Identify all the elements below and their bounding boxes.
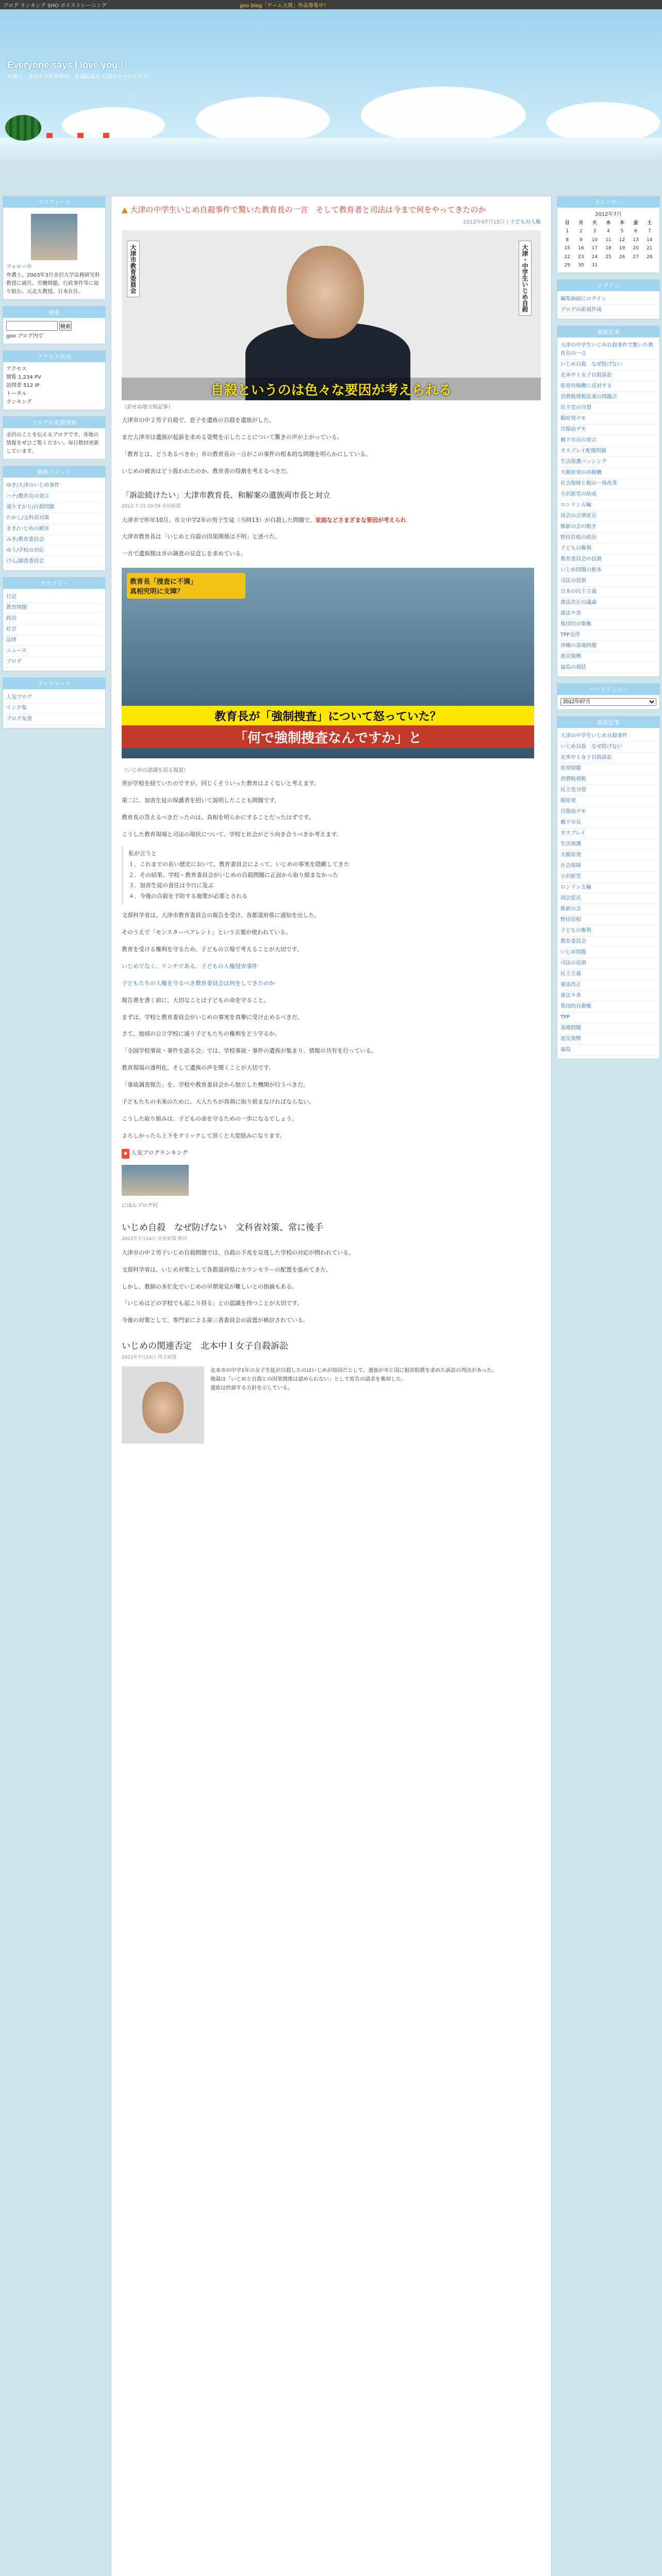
photo-label: 大津・中学生いじめ自殺 — [519, 241, 532, 316]
latest-list — [557, 337, 659, 676]
latest-article-link[interactable]: 子どもの権利 — [560, 544, 656, 554]
article-paragraph — [111, 512, 551, 529]
calendar-day[interactable]: 28 — [646, 254, 653, 260]
calendar-day[interactable]: 16 — [578, 246, 584, 251]
calendar-day-head: 月 — [578, 221, 584, 226]
calendar-day[interactable] — [642, 261, 656, 269]
calendar-day[interactable]: 29 — [564, 262, 570, 268]
recent-article-link[interactable]: 生活保護 — [560, 839, 656, 850]
login-link[interactable]: 編集画面にログイン — [560, 294, 656, 305]
access-box — [3, 350, 106, 410]
cloud-decoration — [196, 97, 330, 143]
main-content — [111, 196, 552, 2576]
top-bar — [0, 0, 662, 9]
recommend-heading: 最新記事 — [557, 717, 659, 728]
calendar-day[interactable]: 9 — [579, 237, 583, 243]
latest-article-link[interactable]: 生活保護バッシング — [560, 457, 656, 468]
latest-article-link[interactable]: 大津の中学生いじめ自殺事件で驚いた教育長の一言 — [560, 341, 656, 360]
recent-article-link[interactable]: 維新の会 — [560, 904, 656, 915]
photo-figure — [287, 246, 364, 338]
calendar-day[interactable]: 27 — [633, 254, 639, 260]
tv-caption-band: 教育長が「強制捜査」について怒っていた？ — [122, 706, 534, 725]
latest-article-link[interactable]: 大飯原発の再稼働 — [560, 468, 656, 479]
blog-title[interactable]: Everyone says I love you ! — [7, 60, 124, 70]
avatar[interactable] — [31, 214, 77, 260]
calendar-day-head: 火 — [592, 221, 597, 226]
article-paragraph: 「いじめはどの学校でも起こり得る」との認識を持つことが大切です。 — [122, 1300, 303, 1307]
latest-article-link[interactable]: 原発再稼働に反対する — [560, 381, 656, 392]
recent-article-link[interactable]: 子どもの権利 — [560, 926, 656, 937]
tv-caption-band: 「何で強制捜査なんですか」と — [122, 725, 534, 748]
article-paragraph: いじめの被害はどう扱われたのか、教育者の役割を考えるべきだ。 — [122, 467, 292, 474]
new-blog-link[interactable]: ブログの新規作成 — [560, 305, 656, 316]
ranking-link-text[interactable]: 人気ブログランキング — [131, 1149, 188, 1156]
recent-article-link[interactable]: オスプレイ — [560, 828, 656, 839]
calendar-day[interactable]: 20 — [633, 246, 639, 251]
bookmark-box — [3, 677, 106, 728]
calendar-day[interactable]: 8 — [566, 237, 569, 243]
calendar-day-head: 水 — [606, 221, 611, 226]
right-sidebar — [557, 196, 660, 1065]
access-row — [6, 390, 102, 398]
latest-article-link[interactable]: 憲法改正の議論 — [560, 598, 656, 608]
access-label: 閲覧 — [6, 375, 16, 380]
latest-article-link[interactable]: 維新の会の動き — [560, 522, 656, 533]
comment-link[interactable]: たかし/文科省対策 — [6, 513, 102, 524]
recent-article-link[interactable]: 福島 — [560, 1045, 656, 1056]
recent-article-link[interactable]: 小沢新党 — [560, 872, 656, 883]
calendar-day[interactable]: 26 — [619, 254, 625, 260]
blog-subtitle: 弁護士・金沢大学名誉教授・参議院議員 打越あかりのブログ — [7, 74, 148, 80]
article-paragraph: さて、地域の公立学校に通う子どもたちの権利をどう守るか。 — [122, 1030, 280, 1038]
recent-article-link[interactable]: 国会延長 — [560, 893, 656, 904]
login-box — [557, 279, 660, 319]
archive-select[interactable] — [560, 698, 656, 706]
category-link[interactable]: 教育問題 — [6, 603, 102, 614]
article-paragraph — [111, 975, 551, 992]
related-link[interactable]: 子どもたちの人権を守るべき教育委員会は何をしてきたのか — [122, 979, 275, 987]
calendar-day[interactable] — [602, 261, 616, 269]
tv-sign-line: 教育長「捜査に不満」 — [130, 578, 197, 586]
section-meta: 2012年7月14日 産経新聞 朝刊 — [122, 1236, 187, 1242]
latest-article-link[interactable]: 福島の現状 — [560, 663, 656, 673]
header-ground — [0, 138, 662, 164]
access-value: 1,234 PV — [18, 375, 41, 380]
comment-link[interactable]: けん/調査委員会 — [6, 556, 102, 567]
recent-article-link[interactable]: 集団的自衛権 — [560, 1002, 656, 1012]
article-paragraph: こうした教育現場と司法の現状について、学校と社会がどう向き合うべきか考えます。 — [122, 831, 342, 838]
latest-article-link[interactable]: 日本の民主主義 — [560, 587, 656, 598]
article-paragraph: 大津市の中２男子いじめ自殺問題では、自殺の予兆を見逃した学校の対応が問われている。 — [122, 1249, 354, 1256]
recent-article-link[interactable]: 社会保障 — [560, 861, 656, 872]
calendar-day[interactable]: 3 — [593, 229, 597, 234]
ranking-badge-icon: ◆ — [122, 1149, 129, 1159]
news-paragraph: 北本市の中学1年の女子生徒が自殺したのはいじめが原因だとして、遺族が市と国に損害賠償を求めた訴訟の判決があった。 — [210, 1368, 498, 1374]
profile-heading: プロフィール — [3, 196, 105, 208]
article-paragraph: しかし、教師の多忙化でいじめの早期発見が難しいとの指摘もある。 — [122, 1283, 297, 1290]
calendar-day-head: 木 — [620, 221, 625, 226]
calendar-day[interactable]: 21 — [646, 246, 653, 251]
category-heading: カテゴリー — [3, 578, 105, 589]
calendar-day[interactable]: 11 — [605, 237, 611, 243]
comment-link[interactable]: 通りすがり/自殺問題 — [6, 502, 102, 513]
watermelon-slice-icon — [77, 133, 84, 138]
recommend-list — [557, 728, 659, 1059]
ranking-banner-caption[interactable]: にほんブログ村 — [122, 1202, 158, 1209]
archive-box — [557, 683, 660, 710]
article-title[interactable] — [111, 196, 551, 217]
quote-intro: 私が言うと — [128, 850, 157, 857]
access-row — [6, 374, 102, 382]
recent-comments-box — [3, 466, 106, 571]
news-photo — [122, 1366, 204, 1444]
section-meta: 2012年7月14日 埼玉新聞 — [122, 1355, 176, 1361]
news-paragraph: 地裁は「いじめと自殺との因果関係は認められない」として原告の請求を棄却した。 — [210, 1377, 406, 1383]
article-paragraph: 「事故調査報告」を、学校や教育委員会から独立した機関が行うべきだ。 — [122, 1081, 309, 1089]
latest-article-link[interactable]: 集団的自衛権 — [560, 619, 656, 630]
calendar-day[interactable]: 24 — [591, 254, 598, 260]
calendar-day[interactable]: 18 — [605, 246, 611, 251]
archive-heading: バックナンバー — [557, 684, 659, 695]
search-button[interactable]: 検索 — [59, 321, 72, 331]
recent-article-link[interactable]: いじめ問題 — [560, 947, 656, 958]
highlight-text: 家庭などさまざまな要因が考えられ — [315, 516, 406, 523]
latest-article-link[interactable]: TPP交渉 — [560, 630, 656, 641]
section-title: いじめの関連否定 北本中１女子自殺訴訟 — [122, 1341, 288, 1352]
quoted-article-title: 「訴訟続けたい」大津市教育長、和解案の遺族両市長と対立 — [122, 490, 331, 500]
access-label: ランキング — [6, 399, 32, 405]
cloud-decoration — [547, 102, 660, 143]
article-paragraph: こうした取り組みは、子どもの命を守るための一歩になるでしょう。 — [122, 1115, 297, 1122]
latest-article-link[interactable]: いじめ自殺 なぜ防げない — [560, 360, 656, 370]
article-date: 2012年07月15日 — [463, 219, 505, 225]
blog-info-text: 金沢のことを伝えるブログです。各地の情報をぜひご覧ください。毎日数回更新しています。 — [6, 432, 99, 454]
latest-article-link[interactable]: 憲法９条 — [560, 608, 656, 619]
search-scope-label[interactable]: goo ブログ内で — [6, 333, 43, 339]
blog-info-heading: ブログの更新情報 — [3, 417, 105, 428]
recent-article-link[interactable]: 大飯原発 — [560, 850, 656, 861]
category-link[interactable]: 法律 — [6, 635, 102, 646]
latest-heading: 最新記事 — [557, 326, 659, 337]
recent-article-link[interactable]: 官邸前デモ — [560, 807, 656, 818]
article-paragraph: そのうえで「モンスターペアレント」という言葉が使われている。 — [122, 929, 291, 936]
tv-screenshot — [122, 568, 534, 758]
latest-article-link[interactable]: 民主党の分裂 — [560, 403, 656, 414]
calendar-box — [557, 196, 660, 273]
tv-sign — [127, 573, 245, 599]
recent-article-link[interactable]: ロンドン五輪 — [560, 883, 656, 893]
calendar-heading: カレンダー — [557, 196, 659, 208]
article-paragraph-text: 大津市で昨年10月、市立中学2年の男子生徒（当時13）が自殺した問題で、 — [122, 516, 316, 523]
photo-caption: 自殺というのは色々な要因が考えられる — [210, 382, 452, 398]
access-label: アクセス — [6, 366, 27, 372]
quoted-article-meta: 2012-7-15 19:59 産経新聞 — [122, 503, 181, 509]
photo-label: 大津市教育委員会 — [127, 241, 140, 297]
calendar-day[interactable]: 30 — [578, 262, 584, 268]
calendar-day[interactable]: 31 — [591, 262, 598, 268]
access-value: 512 IP — [23, 383, 40, 388]
recent-article-link[interactable]: TPP — [560, 1012, 656, 1023]
comment-link[interactable]: ハナ/教育長の発言 — [6, 492, 102, 502]
article-paragraph: 「全国学校事故・事件を語る会」では、学校事故・事件の遺族が集まり、情報の共有を行っている。 — [122, 1047, 377, 1055]
calendar-day[interactable]: 13 — [633, 237, 639, 243]
article-paragraph: 文部科学省は、大津市教育委員会の報告を受け、各都道府県に通知を出した。 — [122, 912, 320, 919]
calendar-day[interactable] — [615, 261, 629, 269]
article-paragraph: まだ大津市は遺族が起訴を求める姿勢を示したことについて驚きの声が上がっている。 — [122, 433, 343, 440]
calendar-day[interactable]: 2 — [579, 229, 583, 234]
access-row — [6, 398, 102, 406]
category-link[interactable]: 社会 — [6, 624, 102, 635]
cloud-decoration — [361, 87, 526, 143]
calendar-day[interactable]: 4 — [607, 229, 610, 234]
ranking-link[interactable] — [111, 1145, 551, 1162]
calendar-day[interactable]: 14 — [646, 237, 653, 243]
calendar-day[interactable]: 10 — [591, 237, 598, 243]
article-paragraph: まずは、学校と教育委員会がいじめの事実を真摯に受け止めるべきだ。 — [122, 1013, 303, 1021]
search-heading: 検索 — [3, 307, 105, 318]
watermelon-slice-icon — [103, 133, 109, 138]
article-title-text[interactable]: 大津の中学生いじめ自殺事件で驚いた教育長の一言 そして教育者と司法は今まで何をやってきたのか — [130, 205, 486, 214]
calendar-month[interactable]: 2012年7月 — [595, 212, 622, 217]
search-input[interactable] — [6, 321, 58, 331]
top-bar-promo[interactable]: goo blog「ゲーム大賞」作品募集中！ — [239, 3, 329, 9]
category-link[interactable]: ニュース — [6, 646, 102, 657]
calendar-day-head: 金 — [633, 221, 638, 226]
recent-article-link[interactable]: いじめ自殺 なぜ防げない — [560, 742, 656, 753]
comment-link[interactable]: ゆき/大津のいじめ事件 — [6, 481, 102, 492]
recent-comments-heading: 最新コメント — [3, 466, 105, 478]
category-link[interactable]: 日記 — [6, 592, 102, 603]
latest-article-link[interactable]: 国会の会期延長 — [560, 511, 656, 522]
tv-figure — [122, 630, 184, 702]
recent-article-link[interactable]: 橋下市長 — [560, 818, 656, 828]
left-sidebar — [3, 196, 106, 735]
support-text: よろしかったら上下をクリックして頂くと大変励みになります。 — [122, 1132, 286, 1139]
calendar-day[interactable]: 25 — [605, 254, 611, 260]
recent-article-link[interactable]: 民主党分裂 — [560, 785, 656, 796]
recent-article-link[interactable]: 基地問題 — [560, 1023, 656, 1034]
latest-article-link[interactable]: 沖縄の基地問題 — [560, 641, 656, 652]
calendar-day[interactable]: 12 — [619, 237, 625, 243]
calendar-day[interactable]: 15 — [564, 246, 570, 251]
article-paragraph: 第二に、加害生徒の保護者を招いて説明したことも問題です。 — [122, 797, 280, 804]
article-category-link[interactable]: 子どもの人権 — [510, 219, 541, 225]
recent-article-link[interactable]: 憲法改正 — [560, 980, 656, 991]
article-paragraph: 今後の対策として、専門家による第三者委員会の設置が検討されている。 — [122, 1317, 309, 1324]
article-photo — [122, 230, 541, 400]
latest-article-link[interactable]: ロンドン五輪 — [560, 500, 656, 511]
latest-article-link[interactable]: 脱原発デモ — [560, 414, 656, 425]
quote-item: ２．その結果、学校・教育委員会がいじめの自殺問題に正面から取り組まなかった — [128, 871, 338, 878]
news-paragraph: 遺族は控訴する方針を示している。 — [210, 1385, 293, 1392]
latest-article-link[interactable]: 野田首相の政治 — [560, 533, 656, 544]
recent-article-link[interactable]: 司法の役割 — [560, 958, 656, 969]
bookmark-heading: ブックマーク — [3, 678, 105, 689]
tv-sign-line: 真相究明に支障？ — [130, 588, 184, 596]
bookmark-link[interactable]: 人気ブログ — [6, 692, 102, 703]
article-meta: 2012年07月15日 | 子どもの人権 — [463, 219, 541, 225]
recent-article-link[interactable]: 大津の中学生いじめ自殺事件 — [560, 731, 656, 742]
comment-link[interactable]: みき/教育委員会 — [6, 535, 102, 546]
article-paragraph: 皆が学校を経ていたのですが、同じくそういった教育はよくないと考えます。 — [122, 780, 320, 787]
recent-article-link[interactable]: 憲法９条 — [560, 991, 656, 1002]
calendar-day[interactable]: 1 — [566, 229, 569, 234]
latest-article-link[interactable]: オスプレイ配備問題 — [560, 446, 656, 457]
comment-link[interactable]: ゆう/学校の対応 — [6, 546, 102, 556]
latest-box — [557, 326, 660, 677]
category-link[interactable]: 政治 — [6, 614, 102, 624]
recent-article-link[interactable]: 原発問題 — [560, 764, 656, 774]
article-paragraph: 一方で遺族側は市の調査の見直しを求めている。 — [122, 550, 246, 557]
recent-article-link[interactable]: 北本中１女子自殺訴訟 — [560, 753, 656, 764]
article-paragraph: 「教育とは、どうあるべきか」市の教育長の一言がこの事件の根本的な問題を明らかにしている。 — [122, 450, 371, 457]
access-label: トータル — [6, 391, 27, 397]
quote-item: １．これまでの長い歴史において、教育委員会によって、いじめの事実を隠蔽してきた — [128, 860, 350, 868]
related-link[interactable]: いじめでなく、リンチである。子どもの人権侵害事件 — [122, 962, 258, 970]
top-bar-links[interactable]: ブログ ランキング SHO ボイストレーニング — [3, 3, 107, 9]
title-marker-icon: ▲ — [122, 205, 130, 214]
category-link[interactable]: ブログ — [6, 657, 102, 668]
blog-header — [0, 9, 662, 164]
section-title: いじめ自殺 なぜ防げない 文科省対策、常に後手 — [122, 1222, 323, 1233]
latest-article-link[interactable]: 震災復興 — [560, 652, 656, 663]
latest-article-link[interactable]: 社会保障と税の一体改革 — [560, 479, 656, 489]
calendar-day-head: 日 — [565, 221, 570, 226]
access-row — [6, 365, 102, 374]
tv-caption: （いじめの認識を巡る報道） — [122, 768, 189, 774]
access-heading: アクセス状況 — [3, 351, 105, 362]
article-paragraph: 子どもたちの未来のために、大人たちが真剣に取り組まなければならない。 — [122, 1098, 315, 1106]
search-box — [3, 306, 106, 344]
profile-text: 弁護士。2003年3月金沢大学法務研究科教授に就任。労働問題、行政事件等に取り組む。元北大教授。日本在住。 — [6, 273, 100, 295]
calendar-day-head: 土 — [647, 221, 652, 226]
blog-info-box — [3, 416, 106, 460]
recent-article-link[interactable]: 教育委員会 — [560, 937, 656, 947]
category-box — [3, 577, 106, 671]
article-paragraph: 教育を受ける権利を守るため、子どもの立場で考えることが大切です。 — [122, 946, 303, 953]
recent-article-link[interactable]: 脱原発 — [560, 796, 656, 807]
latest-article-link[interactable]: 官邸前デモ — [560, 425, 656, 435]
calendar-day[interactable]: 7 — [648, 229, 651, 234]
watermelon-slice-icon — [46, 133, 53, 138]
news-box — [122, 1366, 541, 1444]
login-heading: ログイン — [557, 280, 659, 291]
article-paragraph — [111, 958, 551, 975]
bookmark-link[interactable]: ブログ友達 — [6, 714, 102, 725]
quote-block — [122, 846, 541, 904]
access-row — [6, 382, 102, 390]
photo-small-caption: （訳せぬ地方紙記事） — [122, 404, 173, 410]
calendar-day[interactable]: 22 — [564, 254, 570, 260]
latest-article-link[interactable]: 北本中１女子自殺訴訟 — [560, 370, 656, 381]
calendar-day[interactable]: 17 — [591, 246, 598, 251]
calendar-day[interactable]: 23 — [578, 254, 584, 260]
latest-article-link[interactable]: 小沢新党の結成 — [560, 489, 656, 500]
calendar-table — [560, 219, 656, 269]
calendar-day[interactable] — [629, 261, 643, 269]
recent-article-link[interactable]: 震災復興 — [560, 1034, 656, 1045]
recent-article-link[interactable]: 消費税増税 — [560, 774, 656, 785]
article-paragraph: 報告書を書く前に、大切なことは子どもの命を守ること。 — [122, 996, 269, 1004]
latest-article-link[interactable]: 橋下市長の発言 — [560, 435, 656, 446]
profile-follow-link[interactable]: フォロー中 — [6, 264, 32, 270]
article-paragraph: 文部科学省は、いじめ対策として各都道府県にカウンセラーの配置を進めてきた。 — [122, 1266, 332, 1273]
ranking-banner[interactable] — [122, 1165, 189, 1196]
article-paragraph: 教育長の答えるべきだったのは、真相を明らかにすることだったはずです。 — [122, 814, 315, 821]
calendar-day[interactable]: 6 — [634, 229, 637, 234]
recommend-box — [557, 716, 660, 1059]
calendar-day[interactable]: 5 — [620, 229, 624, 234]
access-label: 訪問者 — [6, 383, 22, 388]
comment-link[interactable]: まさ/いじめの被害 — [6, 524, 102, 535]
recent-article-link[interactable]: 野田首相 — [560, 915, 656, 926]
article-paragraph: 教育現場の透明化、そして遺族の声を聞くことが大切です。 — [122, 1064, 275, 1072]
article-paragraph: 大津市の中２男子自殺で、息子を遺族の自殺を遺族がした。 — [122, 417, 275, 423]
quote-item: ３．加害生徒の責任は今日に及ぶ — [128, 882, 213, 889]
quote-item: ４．今後の自殺を予防する施策が必要とされる — [128, 893, 247, 900]
latest-article-link[interactable]: 消費税増税法案の問題点 — [560, 392, 656, 403]
photo-caption-bar — [122, 378, 541, 400]
bookmark-link[interactable]: リンク集 — [6, 703, 102, 714]
profile-box — [3, 196, 106, 300]
recent-article-link[interactable]: 民主主義 — [560, 969, 656, 980]
latest-article-link[interactable]: 教育委員会の役割 — [560, 554, 656, 565]
watermelon-icon — [5, 115, 41, 141]
latest-article-link[interactable]: 司法の役割 — [560, 576, 656, 587]
latest-article-link[interactable]: いじめ問題の根本 — [560, 565, 656, 576]
calendar-day[interactable]: 19 — [619, 246, 625, 251]
article-paragraph: 大津市教育長は「いじめと自殺の因果関係は不明」と述べた。 — [122, 533, 280, 540]
